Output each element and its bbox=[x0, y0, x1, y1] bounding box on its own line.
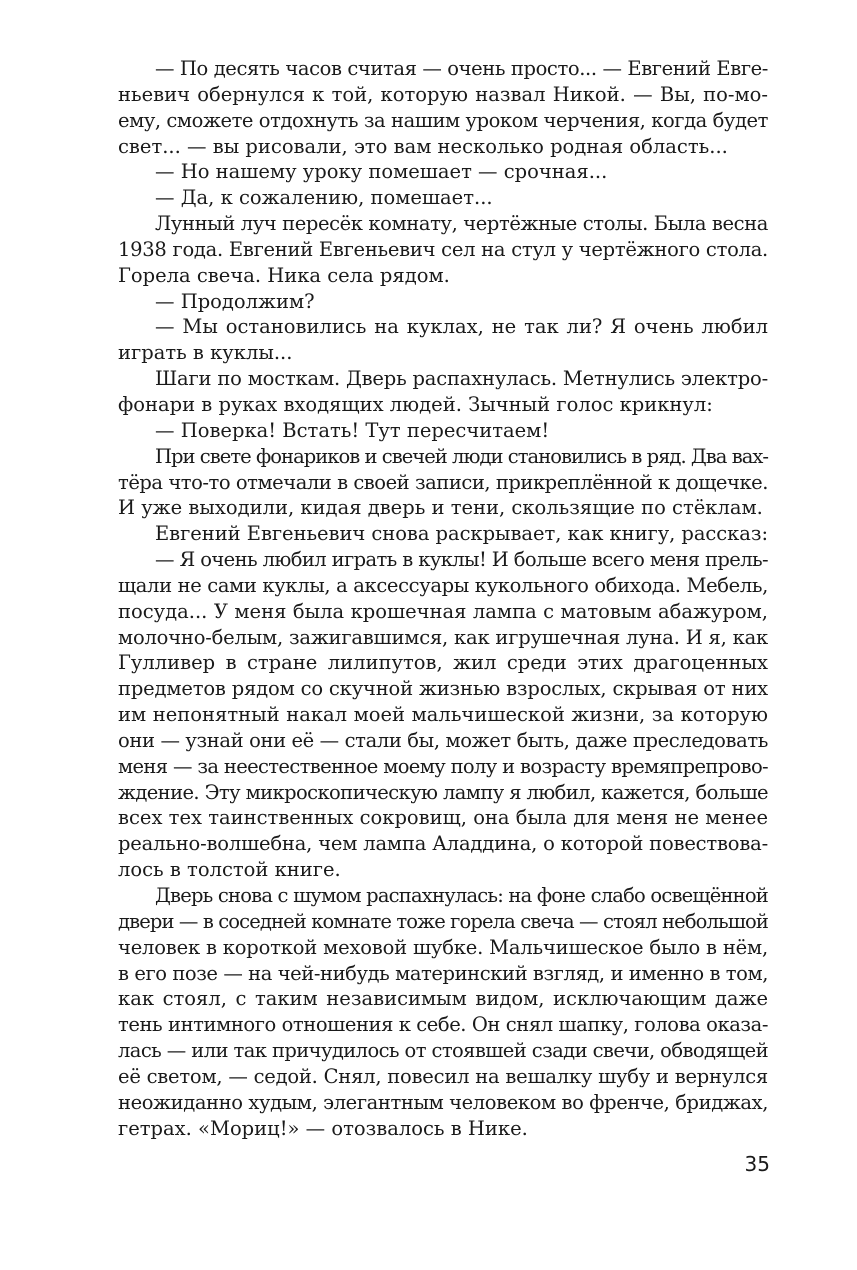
text-line: — Я очень любил играть в куклы! И больше всего меня прель- bbox=[155, 548, 768, 572]
text-line: Горела свеча. Ника села рядом. bbox=[118, 263, 450, 287]
text-line: 1938 года. Евгений Евгеньевич сел на стул у чертёжного стола. bbox=[118, 237, 768, 261]
text-line: реально-волшебна, чем лампа Аладдина, о которой повествова- bbox=[118, 832, 769, 856]
paragraph bbox=[118, 521, 768, 547]
text-line: И уже выходили, кидая дверь и тени, скользящие по стёклам. bbox=[118, 496, 763, 520]
text-line: молочно-белым, зажигавшимся, как игрушечная луна. И я, как bbox=[118, 625, 768, 649]
text-line: Шаги по мосткам. Дверь распахнулась. Метнулись электро- bbox=[155, 367, 768, 391]
text-line: ему, сможете отдохнуть за нашим уроком черчения, когда будет bbox=[118, 108, 768, 132]
text-line: — По десять часов считая — очень просто... — Евгений Евге- bbox=[155, 57, 768, 80]
text-line: — Но нашему уроку помешает — срочная... bbox=[155, 160, 608, 184]
text-line: — Мы остановились на куклах, не так ли? Я очень любил bbox=[155, 315, 768, 339]
paragraph bbox=[118, 159, 768, 185]
text-line: тёра что-то отмечали в своей записи, прикреплённой к дощечке. bbox=[118, 470, 768, 494]
book-page-text bbox=[118, 56, 768, 1141]
text-line: свет... — вы рисовали, это вам несколько родная область... bbox=[118, 134, 728, 158]
text-line: Дверь снова с шумом распахнулась: на фоне слабо освещённой bbox=[155, 884, 768, 907]
text-line: При свете фонариков и свечей люди становились в ряд. Два вах- bbox=[155, 444, 769, 468]
text-line: — Да, к сожалению, помешает... bbox=[155, 186, 493, 210]
text-line: гетрах. «Мориц!» — отозвалось в Нике. bbox=[118, 1116, 528, 1140]
text-line: её светом, — седой. Снял, повесил на вешалку шубу и вернулся bbox=[118, 1064, 769, 1088]
paragraph bbox=[118, 56, 768, 159]
text-line: они — узнай они её — стали бы, может быть, даже преследовать bbox=[118, 728, 768, 752]
paragraph bbox=[118, 366, 768, 418]
page-number: 35 bbox=[744, 1152, 770, 1176]
paragraph bbox=[118, 314, 768, 366]
text-line: Лунный луч пересёк комнату, чертёжные столы. Была весна bbox=[155, 212, 768, 236]
paragraph bbox=[118, 289, 768, 315]
paragraph bbox=[118, 547, 768, 883]
text-line: щали не сами куклы, а аксессуары кукольного обихода. Мебель, bbox=[118, 573, 768, 597]
text-line: лось в толстой книге. bbox=[118, 858, 341, 882]
text-line: — Продолжим? bbox=[155, 289, 315, 313]
text-line: им непонятный накал моей мальчишеской жизни, за которую bbox=[118, 703, 768, 727]
text-line: ньевич обернулся к той, которую назвал Никой. — Вы, по-мо- bbox=[118, 82, 768, 106]
paragraph bbox=[118, 444, 768, 522]
text-line: предметов рядом со скучной жизнью взрослых, скрывая от них bbox=[118, 677, 768, 701]
text-line: посуда... У меня была крошечная лампа с матовым абажуром, bbox=[118, 599, 768, 623]
text-line: ждение. Эту микроскопическую лампу я любил, кажется, больше bbox=[118, 780, 768, 804]
text-line: в его позе — на чей-нибудь материнский взгляд, и именно в том, bbox=[118, 961, 768, 985]
text-line: фонари в руках входящих людей. Зычный голос крикнул: bbox=[118, 392, 713, 416]
text-line: Гулливер в стране лилипутов, жил среди этих драгоценных bbox=[118, 651, 768, 675]
text-line: как стоял, с таким независимым видом, исключающим даже bbox=[118, 987, 768, 1011]
text-line: Евгений Евгеньевич снова раскрывает, как книгу, рассказ: bbox=[155, 522, 768, 546]
paragraph bbox=[118, 883, 768, 1141]
text-line: тень интимного отношения к себе. Он снял шапку, голова оказа- bbox=[118, 1013, 768, 1037]
text-line: лась — или так причудилось от стоявшей сзади свечи, обводящей bbox=[118, 1039, 769, 1063]
paragraph bbox=[118, 211, 768, 289]
text-line: всех тех таинственных сокровищ, она была для меня не менее bbox=[118, 806, 768, 830]
text-line: человек в короткой меховой шубке. Мальчишеское было в нём, bbox=[118, 935, 768, 959]
text-line: неожиданно худым, элегантным человеком во френче, бриджах, bbox=[118, 1090, 768, 1114]
paragraph bbox=[118, 185, 768, 211]
text-line: — Поверка! Встать! Тут пересчитаем! bbox=[155, 418, 550, 442]
text-line: меня — за неестественное моему полу и возрасту времяпрепрово- bbox=[118, 754, 768, 778]
text-line: играть в куклы... bbox=[118, 341, 293, 365]
paragraph bbox=[118, 418, 768, 444]
text-line: двери — в соседней комнате тоже горела свеча — стоял небольшой bbox=[118, 909, 768, 933]
